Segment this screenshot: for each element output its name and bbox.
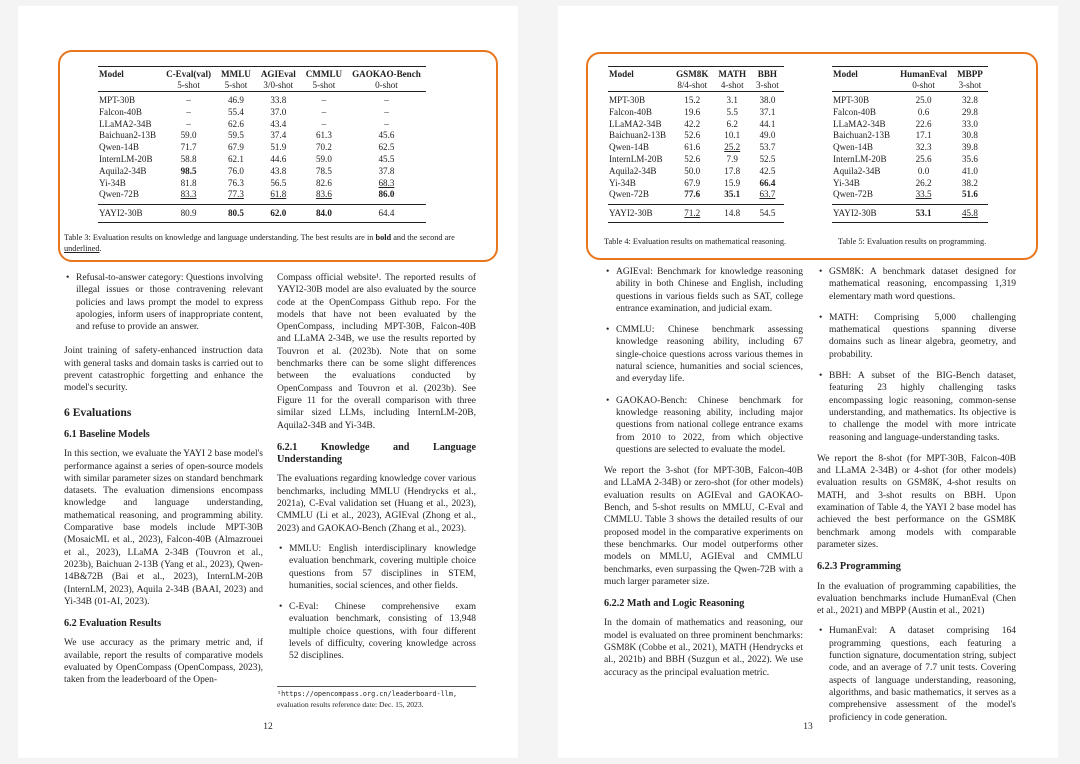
table-row [98,142,426,154]
table-cell: 5-shot [161,80,216,92]
table-cell: – [186,106,191,117]
table-row [608,119,784,131]
section-6-heading: 6 Evaluations [64,405,132,419]
table-cell: 59.0 [315,153,332,164]
footnote-url: ¹https://opencompass.org.cn/leaderboard-llm, [277,690,458,698]
table-cell: 38.2 [962,177,978,188]
model-name-cell: MPT-30B [833,95,870,105]
page-number: 12 [263,722,273,732]
model-name-cell: Qwen-14B [833,142,873,153]
table-cell: 81.8 [180,177,197,188]
table-cell: C-Eval(val) [161,67,216,81]
section-6-2-2-heading: 6.2.2 Math and Logic Reasoning [604,598,745,610]
model-name-cell: Aquila2-34B [609,165,657,176]
table-cell: 3-shot [952,80,988,92]
table-row [832,189,988,204]
p13-right-column [817,266,1016,733]
model-name-cell: Qwen-72B [609,189,649,200]
table-cell: 54.5 [751,205,784,223]
table-cell: 37.0 [270,106,287,117]
model-name-cell: InternLM-20B [99,153,153,164]
table-cell: 50.0 [684,165,701,176]
table-cell: 64.4 [347,205,426,223]
table-cell: 53.7 [759,142,776,153]
table-cell: BBH [751,67,784,81]
table-row [608,142,784,154]
table-cell: 67.9 [227,142,244,153]
table-cell: 8/4-shot [671,80,713,92]
page-13 [558,6,1058,758]
table-cell: – [321,118,327,129]
model-name-cell: Yi-34B [99,177,126,188]
bullet-agieval: • AGIEval: Benchmark for knowledge reasoning ability in both Chinese and English, including questions in various fields such as SAT, college entrance examination, and judicial exam. [616,266,803,315]
section-6-1-heading: 6.1 Baseline Models [64,428,150,440]
table-cell: 39.8 [962,142,978,153]
table-row [832,178,988,190]
table-cell: 82.6 [315,177,332,188]
bullet-humaneval: • HumanEval: A dataset comprising 164 programming questions, each featuring a function signature, documentation string, subject code, and an average of 7.7 unit tests. Covering aspects of language understanding, reasoning, algorithms, and basic mathematics, it serves as a comprehensive assessment of the model's proficiency in code generation. [829,625,1016,723]
table-cell: 22.6 [915,118,932,129]
table-row [98,107,426,119]
table-cell: 61.8 [270,189,287,200]
table-cell: 3-shot [751,80,784,92]
table-cell: 83.6 [315,189,332,200]
p12-right-column [277,272,476,672]
table-cell: 37.1 [759,106,776,117]
table-cell: 62.1 [227,153,244,164]
table-cell: 15.9 [724,177,741,188]
table-5 [832,66,988,223]
footnote-text: evaluation results reference date: Dec. 15, 2023. [277,699,424,709]
model-name-cell: Qwen-14B [99,142,139,153]
section-6-2-heading: 6.2 Evaluation Results [64,618,162,630]
model-name-cell: MPT-30B [609,95,646,105]
table-row [98,178,426,190]
table-cell: HumanEval [895,67,952,81]
table-row [608,189,784,204]
p13-left-column [604,266,803,687]
table-cell: – [186,95,191,105]
table-cell: MMLU [216,67,256,81]
model-name-cell: InternLM-20B [833,153,887,164]
table-cell: 44.6 [270,153,287,164]
table-cell: – [384,118,389,129]
table-cell: 45.8 [952,205,988,223]
table-cell: 58.8 [180,153,197,164]
table-subheader-row [608,80,784,92]
table-cell: 3.1 [726,95,738,105]
table-cell: 52.5 [759,153,776,164]
bullet-math: • MATH: Comprising 5,000 challenging mathematical questions spanning diverse domains such as linear algebra, geometry, and probability. [829,312,1016,361]
table-row [832,119,988,131]
model-name-cell: YAYI2-30B [608,205,671,223]
evaluation-results-text: We use accuracy as the primary metric and, if available, report the results of comparative models evaluated by OpenCompass (OpenCompass, 2023), taken from the leaderboard of the Open- [64,638,263,686]
table-row [608,154,784,166]
table-row [832,67,988,81]
table-cell: GAOKAO-Bench [347,67,426,81]
model-name-cell: MPT-30B [99,95,136,105]
table-cell: 70.2 [315,142,332,153]
table-cell: – [186,118,191,129]
table-cell: 67.9 [684,177,701,188]
table-cell: 19.6 [684,106,701,117]
table-cell: 77.6 [684,189,701,200]
footnote [277,686,476,709]
table-cell: 44.1 [759,118,776,129]
table-row [832,92,988,107]
table-cell: 37.4 [270,130,287,141]
table-cell: 84.0 [301,205,347,223]
table-subheader-row [832,80,988,92]
model-name-cell: Aquila2-34B [99,165,147,176]
model-name-cell: Baichuan2-13B [99,130,157,141]
table-cell: 0-shot [347,80,426,92]
table-cell: CMMLU [301,67,347,81]
knowledge-text: The evaluations regarding knowledge cover various benchmarks, including MMLU (Hendrycks et al., 2021a), C-Eval validation set (Huang et al., 2023), CMMLU (Li et al., 2023), AGIEval (Zhong et al., 2023) and GAOKAO-Bench (Zhang et al., 2023). [277,474,476,534]
table-cell: 55.4 [227,106,244,117]
table-row [608,92,784,107]
bullet-refusal: • Refusal-to-answer category: Questions involving illegal issues or those contravening relevant policies and laws prompt the model to express apologies, inform users of inappropriate content, and refuse to provide an answer. [76,272,263,333]
table-cell: 43.4 [270,118,287,129]
model-name-cell: Aquila2-34B [833,165,881,176]
table-cell: 26.2 [915,177,932,188]
model-name-cell: Falcon-40B [99,106,142,117]
table-row [832,130,988,142]
table-cell: 25.6 [915,153,932,164]
table-cell: 62.0 [256,205,301,223]
table-cell: 33.0 [962,118,978,129]
baseline-models-text: In this section, we evaluate the YAYI 2 base model's performance against a series of open-source models with similar parameter sizes on standard benchmark datasets. The evaluation dimensions encompass knowledge and language understanding, mathematical reasoning, and programming ability. Comparative base models include MPT-30B (MosaicML et al., 2023), Falcon-40B (Almazrouei et al., 2023), LLaMA 2-34B (Touvron et al., 2023b), Baichuan 2-13B (Yang et al., 2023), Qwen-14B&72B (Bai et al., 2023), InternLM-20B (InternLM, 2023), Aquila 2-34B (BAAI, 2023) and Yi-34B (01-AI, 2023). [64,449,263,607]
table-row [98,67,426,81]
table-cell: GSM8K [671,67,713,81]
table-row [832,166,988,178]
table-cell: 80.9 [161,205,216,223]
table-cell: 86.0 [378,189,395,200]
table-row [608,130,784,142]
table-row [832,107,988,119]
bullet-gsm8k: • GSM8K: A benchmark dataset designed for mathematical reasoning, encompassing 1,319 elementary math word questions. [829,266,1016,303]
table-cell: 76.0 [227,165,244,176]
table-cell: 71.2 [671,205,713,223]
model-name-cell: Yi-34B [609,177,636,188]
table-cell: 76.3 [227,177,244,188]
bullet-bbh: • BBH: A subset of the BIG-Bench dataset, featuring 23 highly challenging tasks encompassing logic reasoning, common-sense understanding, and mathematics. Its objective is to challenge the model with more intricate reasoning and language-understanding tasks. [829,370,1016,444]
table-cell: – [321,95,327,105]
table-cell: 63.7 [759,189,776,200]
table-cell: 5-shot [301,80,347,92]
table-row [832,142,988,154]
table-cell: 37.8 [378,165,395,176]
table-cell: 51.6 [962,189,978,200]
table-cell: 59.0 [180,130,197,141]
table-row [608,107,784,119]
table-cell: 5-shot [216,80,256,92]
table-cell: 49.0 [759,130,776,141]
table-row [608,205,784,223]
table-cell: 98.5 [180,165,197,176]
model-name-cell: Yi-34B [833,177,860,188]
table-cell: 59.5 [227,130,244,141]
model-name-cell: Model [832,67,895,81]
table-cell: 35.1 [724,189,741,200]
table-cell: 10.1 [724,130,741,141]
bullet-gaokao: • GAOKAO-Bench: Chinese benchmark for knowledge reasoning ability, including major questions from national college entrance exams from 2010 to 2022, from which objective questions are selected to evaluate the model. [616,395,803,456]
table-cell: 25.2 [724,142,741,153]
table-cell: 66.4 [759,177,776,188]
table-cell: 0.0 [917,165,930,176]
table-cell: 4-shot [713,80,751,92]
table-cell: 77.3 [227,189,244,200]
joint-training-text: Joint training of safety-enhanced instruction data with general tasks and domain tasks is carried out to prevent catastrophic forgetting and enhance the model's security. [64,346,263,394]
table-row [608,178,784,190]
page-12 [18,6,518,758]
table-cell: 25.0 [915,95,932,105]
table-cell: – [384,95,389,105]
table-cell: 68.3 [378,177,395,188]
model-name-cell: Model [98,67,161,81]
table-row [98,119,426,131]
table-cell: 46.9 [227,95,244,105]
table-cell: 45.6 [378,130,395,141]
table-4 [608,66,784,223]
table-cell: 71.7 [180,142,197,153]
table3-caption: Table 3: Evaluation results on knowledge and language understanding. The best results are in bold and the second are underlined. [64,233,455,253]
table-cell: 52.6 [684,153,701,164]
table-cell: 42.5 [759,165,776,176]
table-cell: 51.9 [270,142,287,153]
table-cell: 61.3 [315,130,332,141]
table-cell: AGIEval [256,67,301,81]
table-row [98,205,426,223]
table-row [608,166,784,178]
table-cell: 0.6 [917,106,930,117]
model-name-cell: Baichuan2-13B [833,130,891,141]
table4-caption: Table 4: Evaluation results on mathematical reasoning. [604,237,787,246]
table-cell: 30.8 [962,130,978,141]
table-cell: 41.0 [962,165,978,176]
table-cell: 83.3 [180,189,197,200]
table-cell: 0-shot [895,80,952,92]
table-cell: – [321,106,327,117]
table-cell: 53.1 [895,205,952,223]
model-name-cell: Model [608,67,671,81]
model-name-cell: Qwen-72B [833,189,873,200]
table-cell: 7.9 [726,153,738,164]
model-name-cell: Falcon-40B [609,106,652,117]
p12-left-column [64,272,263,695]
model-name-cell [832,80,895,92]
table-row [832,154,988,166]
table-cell: 33.8 [270,95,287,105]
math-text: In the domain of mathematics and reasoning, our model is evaluated on three prominent benchmarks: GSM8K (Cobbe et al., 2021), MATH (Hendrycks et al., 2021b) and BBH (Suzgun et al., 2022). We use accuracy as the principal evaluation metric. [604,618,803,678]
table-cell: 62.5 [378,142,395,153]
table-row [608,67,784,81]
table-cell: 17.8 [724,165,741,176]
table-cell: 45.5 [378,153,395,164]
model-name-cell: LLaMA2-34B [609,118,662,129]
table-row [98,166,426,178]
table-cell: 3/0-shot [256,80,301,92]
table5-caption: Table 5: Evaluation results on programming. [838,237,987,246]
table-cell: 62.6 [227,118,244,129]
table-cell: 35.6 [962,153,978,164]
table-cell: 14.8 [713,205,751,223]
programming-text: In the evaluation of programming capabilities, the evaluation benchmarks include HumanEval (Chen et al., 2021) and MBPP (Austin et al., 2021) [817,581,1016,617]
table-cell: 6.2 [726,118,738,129]
model-name-cell: YAYI2-30B [832,205,895,223]
bullet-ceval: • C-Eval: Chinese comprehensive exam evaluation benchmark, consisting of 13,948 multiple choice questions, with four different levels of difficulty, covering knowledge across 52 disciplines. [289,601,476,662]
table-cell: 43.8 [270,165,287,176]
table-cell: 80.5 [216,205,256,223]
table-cell: 32.3 [915,142,932,153]
model-name-cell: Falcon-40B [833,106,876,117]
section-6-2-3-heading: 6.2.3 Programming [817,561,901,573]
table-cell: 17.1 [915,130,932,141]
table-cell: 38.0 [759,95,776,105]
model-name-cell: Baichuan2-13B [609,130,667,141]
bullet-mmlu: • MMLU: English interdisciplinary knowledge evaluation benchmark, covering multiple choice questions from 57 disciplines in STEM, humanities, social sciences, and other fields. [289,543,476,592]
table-cell: 32.8 [962,95,978,105]
table-row [98,92,426,107]
bullet-cmmlu: • CMMLU: Chinese benchmark assessing knowledge reasoning ability, including 67 single-choice questions across various themes in natural science, humanities and social sciences, and everyday life. [616,324,803,385]
model-name-cell: LLaMA2-34B [833,118,886,129]
opencompass-text: Compass official website¹. The reported results of YAYI2-30B model are also evaluated by the source code at the OpenCompass Github repo. For the models that have not been evaluated by the OpenCompass, including MPT-30B, Falcon-40B and LLaMA 2-34B, we use the results reported by Touvron et al. (2023b). Note that on some benchmarks there can be some slight differences between the evaluations conducted by OpenCompass and Touvron et al. (2023b). See Figure 11 for the overall comparison with three similar sized LLMs, including InternLM-20B, Aquila2-34B and Yi-34B. [277,273,476,431]
model-name-cell: InternLM-20B [609,153,663,164]
table-cell: 56.5 [270,177,287,188]
model-name-cell: LLaMA2-34B [99,118,152,129]
table-cell: MATH [713,67,751,81]
model-name-cell: Qwen-72B [99,189,139,200]
table-cell: 42.2 [684,118,701,129]
table-row [98,189,426,204]
table-cell: 5.5 [726,106,738,117]
table-cell: 29.8 [962,106,978,117]
table-subheader-row [98,80,426,92]
report-8shot-text: We report the 8-shot (for MPT-30B, Falcon-40B and LLaMA 2-34B) or 4-shot (for other models) evaluation results on GSM8K, 4-shot results on MATH, and 3-shot results on BBH. Upon examination of Table 4, the YAYI 2 base model has achieved the best performance on the GSM8K benchmark among models with comparable parameter sizes. [817,453,1016,550]
model-name-cell: YAYI2-30B [98,205,161,223]
table-3 [98,66,426,223]
table-cell: 78.5 [315,165,332,176]
report-shot-text: We report the 3-shot (for MPT-30B, Falcon-40B and LLaMA 2-34B) or zero-shot (for other models) evaluation results on AGIEval and GAOKAO-Bench, and 5-shot results on MMLU, C-Eval and CMMLU. Table 3 shows the detailed results of our proposed model in the comparative experiments on these benchmarks. Our model outperforms other models on MMLU, AGIEval and CMMLU benchmarks, even surpassing the Qwen-72B with a much larger parameter size. [604,466,803,587]
model-name-cell: Qwen-14B [609,142,649,153]
page-number: 13 [803,722,813,732]
table-cell: MBPP [952,67,988,81]
table-cell: 52.6 [684,130,701,141]
table-cell: 33.5 [915,189,932,200]
table-cell: 15.2 [684,95,701,105]
table-row [98,130,426,142]
table-row [98,154,426,166]
table-row [832,205,988,223]
model-name-cell [98,80,161,92]
section-6-2-1-heading: 6.2.1 Knowledge and Language Understanding [277,441,476,466]
table-cell: – [384,106,389,117]
model-name-cell [608,80,671,92]
table-cell: 61.6 [684,142,701,153]
